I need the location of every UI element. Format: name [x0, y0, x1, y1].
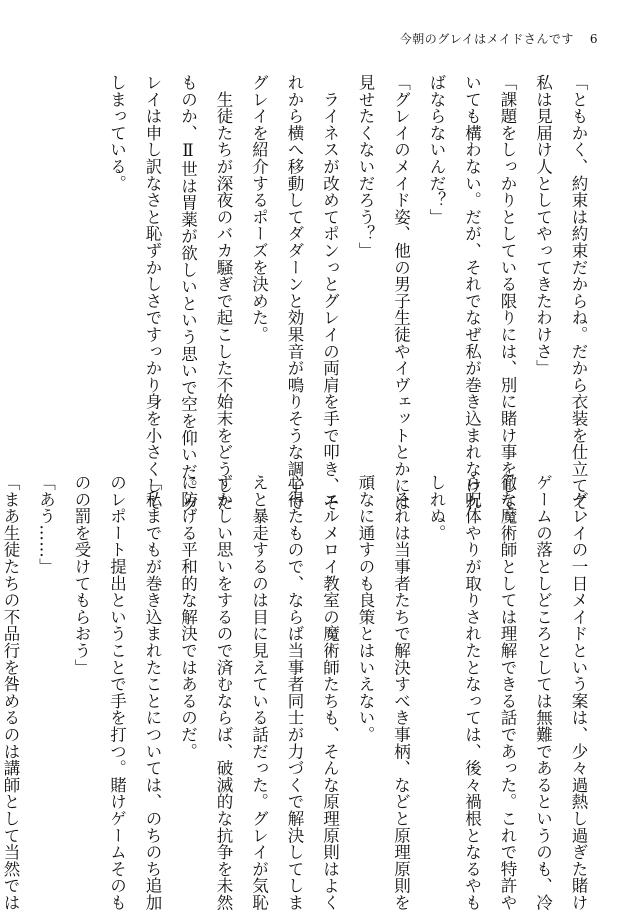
text-column: グレイを紹介するポーズを決めた。: [249, 74, 269, 343]
text-column: 「グレイのメイド姿、他の男子生徒やイヴェットとかには: [391, 74, 411, 511]
text-column: しれぬ。: [427, 474, 446, 542]
text-column: ものか、Ⅱ世は胃薬が欲しいという思いで空を仰いだ。グ: [178, 74, 198, 514]
text-column: しまっている。: [107, 74, 127, 192]
text-column: 「私までもが巻き込まれたことについては、のちのち追加: [143, 474, 162, 911]
text-column: ずかしい思いをするので済むならば、破滅的な抗争を未然: [214, 474, 233, 911]
text-column: それは当事者たちで解決すべき事柄、などと原理原則を: [391, 474, 411, 911]
text-column: ライネスが改めてポンっとグレイの両肩を手で叩き、そ: [320, 74, 340, 511]
text-column: ばならないんだ？」: [427, 74, 446, 226]
text-column: 生徒たちが深夜のバカ騒ぎで起こした不始末をどうした: [214, 74, 233, 511]
text-column: 見せたくないだろう？」: [356, 74, 375, 259]
text-column: 「ともかく、約束は約束だからね。だから衣装を仕立てて、: [569, 74, 588, 528]
text-column: グレイの一日メイドという案は、少々過熱し過ぎた賭け: [569, 474, 588, 911]
text-column: れから横へ移動してダダーンと効果音が鳴りそうな調子で: [285, 74, 304, 511]
text-column: 「課題をしっかりとしている限りには、別に賭け事をして: [498, 74, 517, 511]
text-column: えと暴走するのは目に見えている話だった。グレイが気恥: [249, 474, 269, 911]
text-column: エルメロイ教室の魔術師たちも、そんな原理原則はよく: [320, 474, 340, 911]
text-column: 私は見届け人としてやってきたわけさ」: [533, 74, 553, 377]
header-title: 今朝のグレイはメイドさんです: [399, 32, 574, 46]
running-header: [400, 30, 598, 47]
text-column: レイは申し訳なさと恥ずかしさですっかり身を小さくして: [143, 74, 162, 511]
lower-text-block: [1, 474, 596, 911]
page-number: 6: [589, 32, 598, 46]
text-column: 「あう……」: [36, 474, 56, 575]
text-column: 徹な魔術師としては理解できる話であった。これで特許や: [498, 474, 517, 911]
text-column: 頑なに通すのも良策とはいえない。: [356, 474, 375, 743]
text-column: のの罰を受けてもらおう」: [72, 474, 91, 676]
text-column: ら呪体やりが取りされたとなっては、後々禍根となるやも: [462, 474, 482, 911]
text-column: 「まあ生徒たちの不品行を咎めるのは講師として当然では: [1, 474, 20, 911]
text-column: のレポート提出ということで手を打つ。賭けゲームそのも: [107, 474, 127, 911]
text-column: ゲームの落としどころとしては無難であるというのも、冷: [533, 474, 553, 911]
text-column: 心得たもので、ならば当事者同士が力づくで解決してしま: [285, 474, 304, 911]
text-column: いても構わない。だが、それでなぜ私が巻き込まれなけれ: [462, 74, 482, 511]
text-column: に防げる平和的な解決ではあるのだ。: [178, 474, 198, 760]
